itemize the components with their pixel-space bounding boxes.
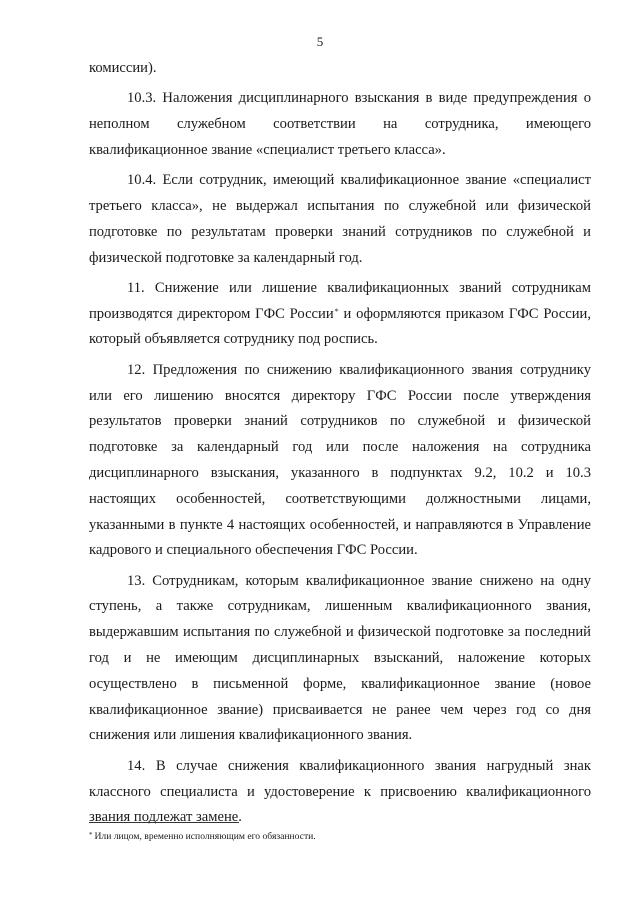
paragraph-10-4: 10.4. Если сотрудник, имеющий квалификационное звание «специалист третьего класса», не выдержал испытания по служебной или физической подготовке по результатам проверки знаний сотрудников по служебной и физической подготовке за календарный год. — [89, 172, 591, 266]
page-number: 5 — [316, 34, 324, 49]
paragraph-continuation: комиссии). — [89, 60, 157, 76]
footnote-separator — [89, 822, 239, 823]
paragraph-14: 14. В случае снижения квалификационного звания нагрудный знак классного специалиста и удостоверение к присвоению квалификационного звания подлежат замене. — [89, 757, 591, 826]
footnote-reference: * — [334, 306, 339, 316]
paragraph-11 — [89, 276, 591, 353]
footnote-marker: * — [89, 831, 93, 839]
footnote — [89, 830, 591, 843]
footnote-text: Или лицом, временно исполняющим его обязанности. — [94, 831, 316, 842]
paragraph-10-3: 10.3. Наложения дисциплинарного взыскания в виде предупреждения о неполном служебном соответствии на сотрудника, имеющего квалификационное звание «специалист третьего класса». — [89, 90, 591, 158]
paragraph-12: 12. Предложения по снижению квалификационного звания сотруднику или его лишению вносятся директору ГФС России после утверждения результатов проверки знаний сотрудников по служебной и физической подготовке за календарный год или после наложения на сотрудника дисциплинарного взыскания, указанного в подпунктах 9.2, 10.2 и 10.3 настоящих особенностей, соответствующими должностными лицами, указанными в пункте 4 настоящих особенностей, и направляются в Управление кадрового и специального обеспечения ГФС России. — [89, 361, 591, 559]
paragraph-11-text-b: и оформляются приказом ГФС России, который объявляется сотруднику под роспись. — [89, 305, 591, 348]
paragraph-13: 13. Сотрудникам, которым квалификационное звание снижено на одну ступень, а также сотрудникам, лишенным квалификационного звания, выдержавшим испытания по служебной и физической подготовке за последний год и не имеющим дисциплинарных взысканий, наложение которых осуществлено в письменной форме, квалификационное звание (новое квалификационное звание) присваивается не ранее чем через год со дня снижения или лишения квалификационного звания. — [89, 572, 591, 744]
document-body — [89, 56, 591, 836]
paragraph-11-text-a: 11. Снижение или лишение квалификационных званий сотрудникам производятся директором ГФС России — [89, 279, 591, 322]
